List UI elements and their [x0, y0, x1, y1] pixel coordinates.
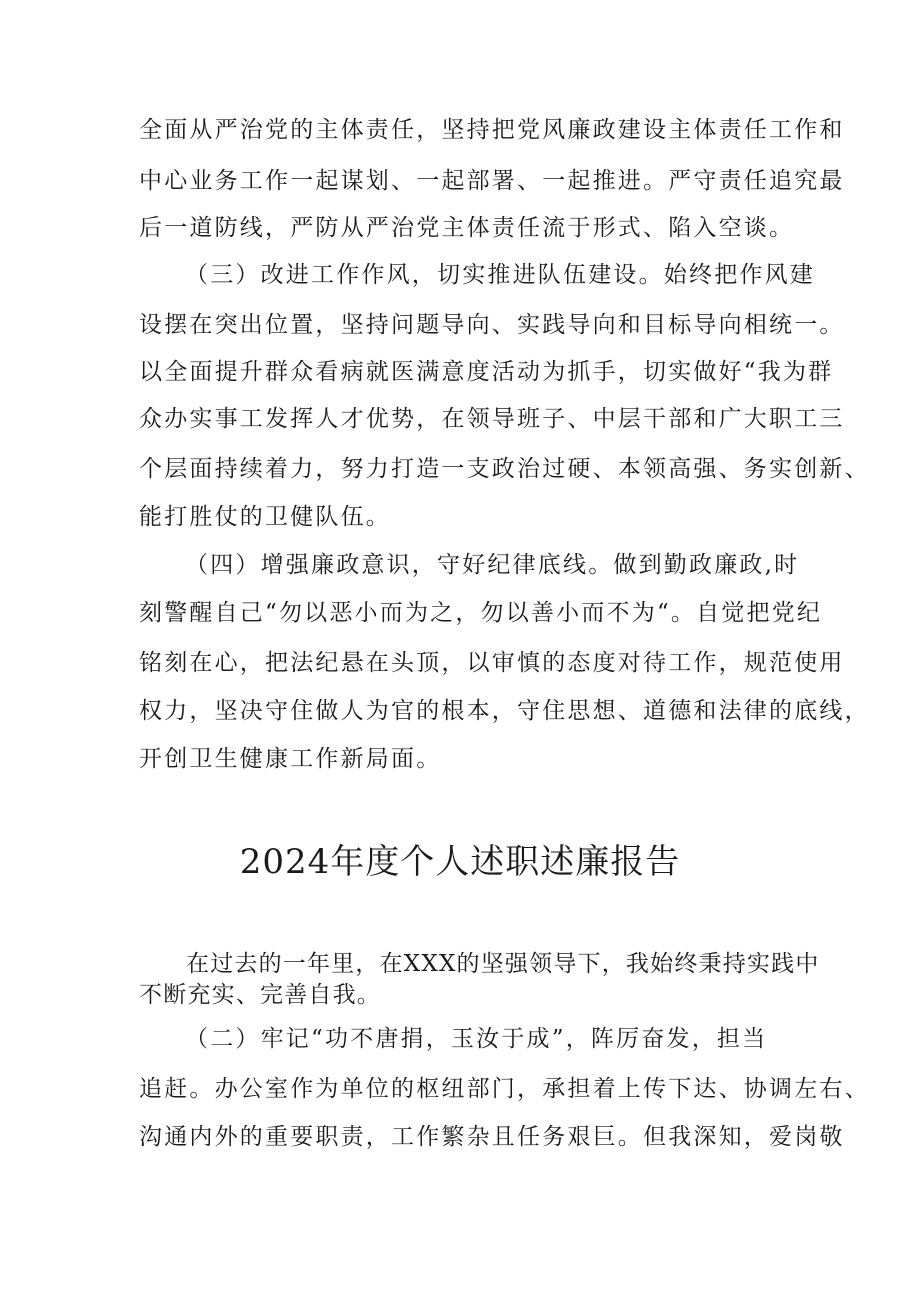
body-text-line: 全面从严治党的主体责任，坚持把党风廉政建设主体责任工作和	[139, 117, 845, 143]
body-text-line: 开创卫生健康工作新局面。	[139, 746, 442, 772]
paragraph-3-heading-line: （三）改进工作作风，切实推进队伍建设。始终把作风建	[185, 262, 815, 288]
body-text-line: 刻警醒自己“勿以恶小而为之，勿以善小而不为“。自觉把党纪	[139, 600, 823, 626]
body-text-line: 设摆在突出位置，坚持问题导向、实践导向和目标导向相统一。	[139, 312, 845, 338]
paragraph-4-heading-line: （四）增强廉政意识，守好纪律底线。做到勤政廉政,时	[185, 552, 800, 578]
body-text-line: 个层面持续着力，努力打造一支政治过硬、本领高强、务实创新、	[139, 456, 870, 482]
body-text-line: 权力，坚决守住做人为官的根本，守住思想、道德和法律的底线，	[139, 698, 870, 724]
intro-line: 在过去的一年里，在XXX的坚强领导下，我始终秉持实践中	[186, 951, 820, 977]
body-text-line: 能打胜仗的卫健队伍。	[139, 504, 391, 530]
paragraph-2-heading-line: （二）牢记“功不唐捐，玉汝于成”，阵厉奋发，担当	[185, 1026, 768, 1052]
report-title: 2024年度个人述职述廉报告	[239, 842, 681, 882]
body-text-line: 铭刻在心，把法纪悬在头顶，以审慎的态度对待工作，规范使用	[139, 650, 845, 676]
body-text-line: 后一道防线，严防从严治党主体责任流于形式、陷入空谈。	[139, 215, 795, 241]
intro-line: 不断充实、完善自我。	[139, 982, 381, 1008]
body-text-line: 沟通内外的重要职责，工作繁杂且任务艰巨。但我深知，爱岗敬	[139, 1124, 845, 1150]
body-text-line: 众办实事工发挥人才优势，在领导班子、中层干部和广大职工三	[139, 406, 845, 432]
body-text-line: 中心业务工作一起谋划、一起部署、一起推进。严守责任追究最	[139, 168, 845, 194]
body-text-line: 以全面提升群众看病就医满意度活动为抓手，切实做好“我为群	[139, 359, 834, 385]
body-text-line: 追赶。办公室作为单位的枢纽部门，承担着上传下达、协调左右、	[139, 1076, 870, 1102]
